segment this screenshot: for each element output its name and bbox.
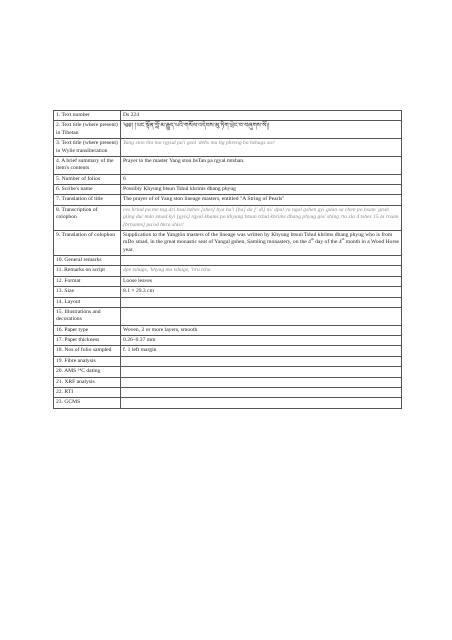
table-row — [54, 387, 402, 397]
ordinal-suffix: th — [341, 237, 345, 242]
row-label: 7. Translation of title — [54, 195, 121, 205]
ordinal-suffix: th — [310, 237, 314, 242]
colophon-transcription: ces brtod pa me tog dri bsul bzhes [zhes] bya ba'i [ba] da [' di] ni/ dpal ya ngal gshen gyi gdan sa chen po bsam 'grub gling du/ mdo smad kyi [gyis] rgyal khams pa khyung btsun tshul khrims dbang phyug gis/ shing rta zla 4 tshes 15 la rtsam [brtsams] pa'od bkra shis// — [121, 205, 402, 230]
paper-type-value: Woven, 2 or more layers, smooth — [121, 325, 402, 335]
table-row — [54, 276, 402, 286]
row-label: 12. Format — [54, 276, 121, 286]
table-row — [54, 346, 402, 356]
colophon-translation-text: Supplication to the Yangtön masters of the lineage was written by Khyung btsun Tshul khrims dbang phyug who is from mDo smad, in the great monastic seat of Yangal gshen, Samling monastery, on the 4 — [123, 231, 393, 246]
folio-sampled-value: f. 1 left margin — [121, 346, 402, 356]
row-value — [121, 256, 402, 266]
table-row — [54, 266, 402, 276]
row-label: 13. Size — [54, 287, 121, 297]
paper-thickness-value: 0.26–0.37 mm — [121, 336, 402, 346]
colophon-translation-text: day of the 4 — [313, 239, 342, 246]
table-row — [54, 230, 402, 255]
row-value — [121, 307, 402, 325]
row-value — [121, 356, 402, 366]
row-label: 23. GCMS — [54, 398, 121, 408]
row-label: 15. Illustrations and decorations — [54, 307, 121, 325]
wylie-title: Yang ston bla ma rgyud pa'i gsol 'debs mu tig phreng ba bzhugs so// — [121, 139, 402, 157]
row-label: 9. Translation of colophon — [54, 230, 121, 255]
table-row — [54, 287, 402, 297]
table-row — [54, 121, 402, 139]
row-label: 14. Layout — [54, 297, 121, 307]
table-row — [54, 256, 402, 266]
format-value: Loose leaves — [121, 276, 402, 286]
row-label: 10. General remarks — [54, 256, 121, 266]
colophon-translation — [121, 230, 402, 255]
table-row — [54, 325, 402, 335]
table-row — [54, 139, 402, 157]
row-label: 3. Text title (where present) in Wylie transliteration — [54, 139, 121, 157]
row-label: 20. AMS ¹⁴C dating — [54, 367, 121, 377]
table-row — [54, 398, 402, 408]
table-row — [54, 356, 402, 366]
row-label: 6. Scribe's name — [54, 185, 121, 195]
row-label: 22. RTI — [54, 387, 121, 397]
row-label: 4. A brief summary of the item's contents — [54, 156, 121, 174]
row-label: 5. Number of folios — [54, 174, 121, 184]
table-row — [54, 195, 402, 205]
table-row — [54, 377, 402, 387]
script-remarks-value: dpe tshugs, 'khyug ma tshugs, 'bru tsha — [121, 266, 402, 276]
row-label: 11. Remarks on script — [54, 266, 121, 276]
row-value — [121, 297, 402, 307]
size-value: 8.1 × 29.3 cm — [121, 287, 402, 297]
row-label: 16. Paper type — [54, 325, 121, 335]
row-value: Ds 224 — [121, 111, 402, 121]
row-value — [121, 398, 402, 408]
row-label: 19. Fibre analysis — [54, 356, 121, 366]
colophon-translation-text: month in a Wood Horse year. — [123, 239, 399, 253]
table-row — [54, 174, 402, 184]
table-row — [54, 185, 402, 195]
table-row — [54, 307, 402, 325]
row-value — [121, 367, 402, 377]
table-row — [54, 205, 402, 230]
table-row — [54, 367, 402, 377]
summary-value: Prayer to the master Yang ston bsTan pa rgyal mtshan. — [121, 156, 402, 174]
row-label: 2. Text title (where present) in Tibetan — [54, 121, 121, 139]
row-label: 1. Text number — [54, 111, 121, 121]
table-row — [54, 297, 402, 307]
row-value — [121, 387, 402, 397]
row-value — [121, 377, 402, 387]
row-label: 18. Nos of folio sampled — [54, 346, 121, 356]
table-row — [54, 336, 402, 346]
row-label: 8. Transcription of colophon — [54, 205, 121, 230]
catalogue-table — [53, 110, 402, 409]
row-label: 17. Paper thickness — [54, 336, 121, 346]
row-label: 21. XRF analysis — [54, 377, 121, 387]
title-translation-value: The prayer of of Yang ston lineage masters, entitled "A String of Pearls" — [121, 195, 402, 205]
scribe-value: Possibly Khyung btsun Tshul khrims dbang phyug — [121, 185, 402, 195]
table-row — [54, 156, 402, 174]
tibetan-title: ༄༅། །ཡང་སྟོན་བློ་མ་རྒྱུད་པའི་གསོལ་འདེབས་མུ་ཏིག་ཕྲེང་བ་བཞུགས་སོ།། — [121, 121, 402, 139]
folios-value: 6 — [121, 174, 402, 184]
table-row — [54, 111, 402, 121]
